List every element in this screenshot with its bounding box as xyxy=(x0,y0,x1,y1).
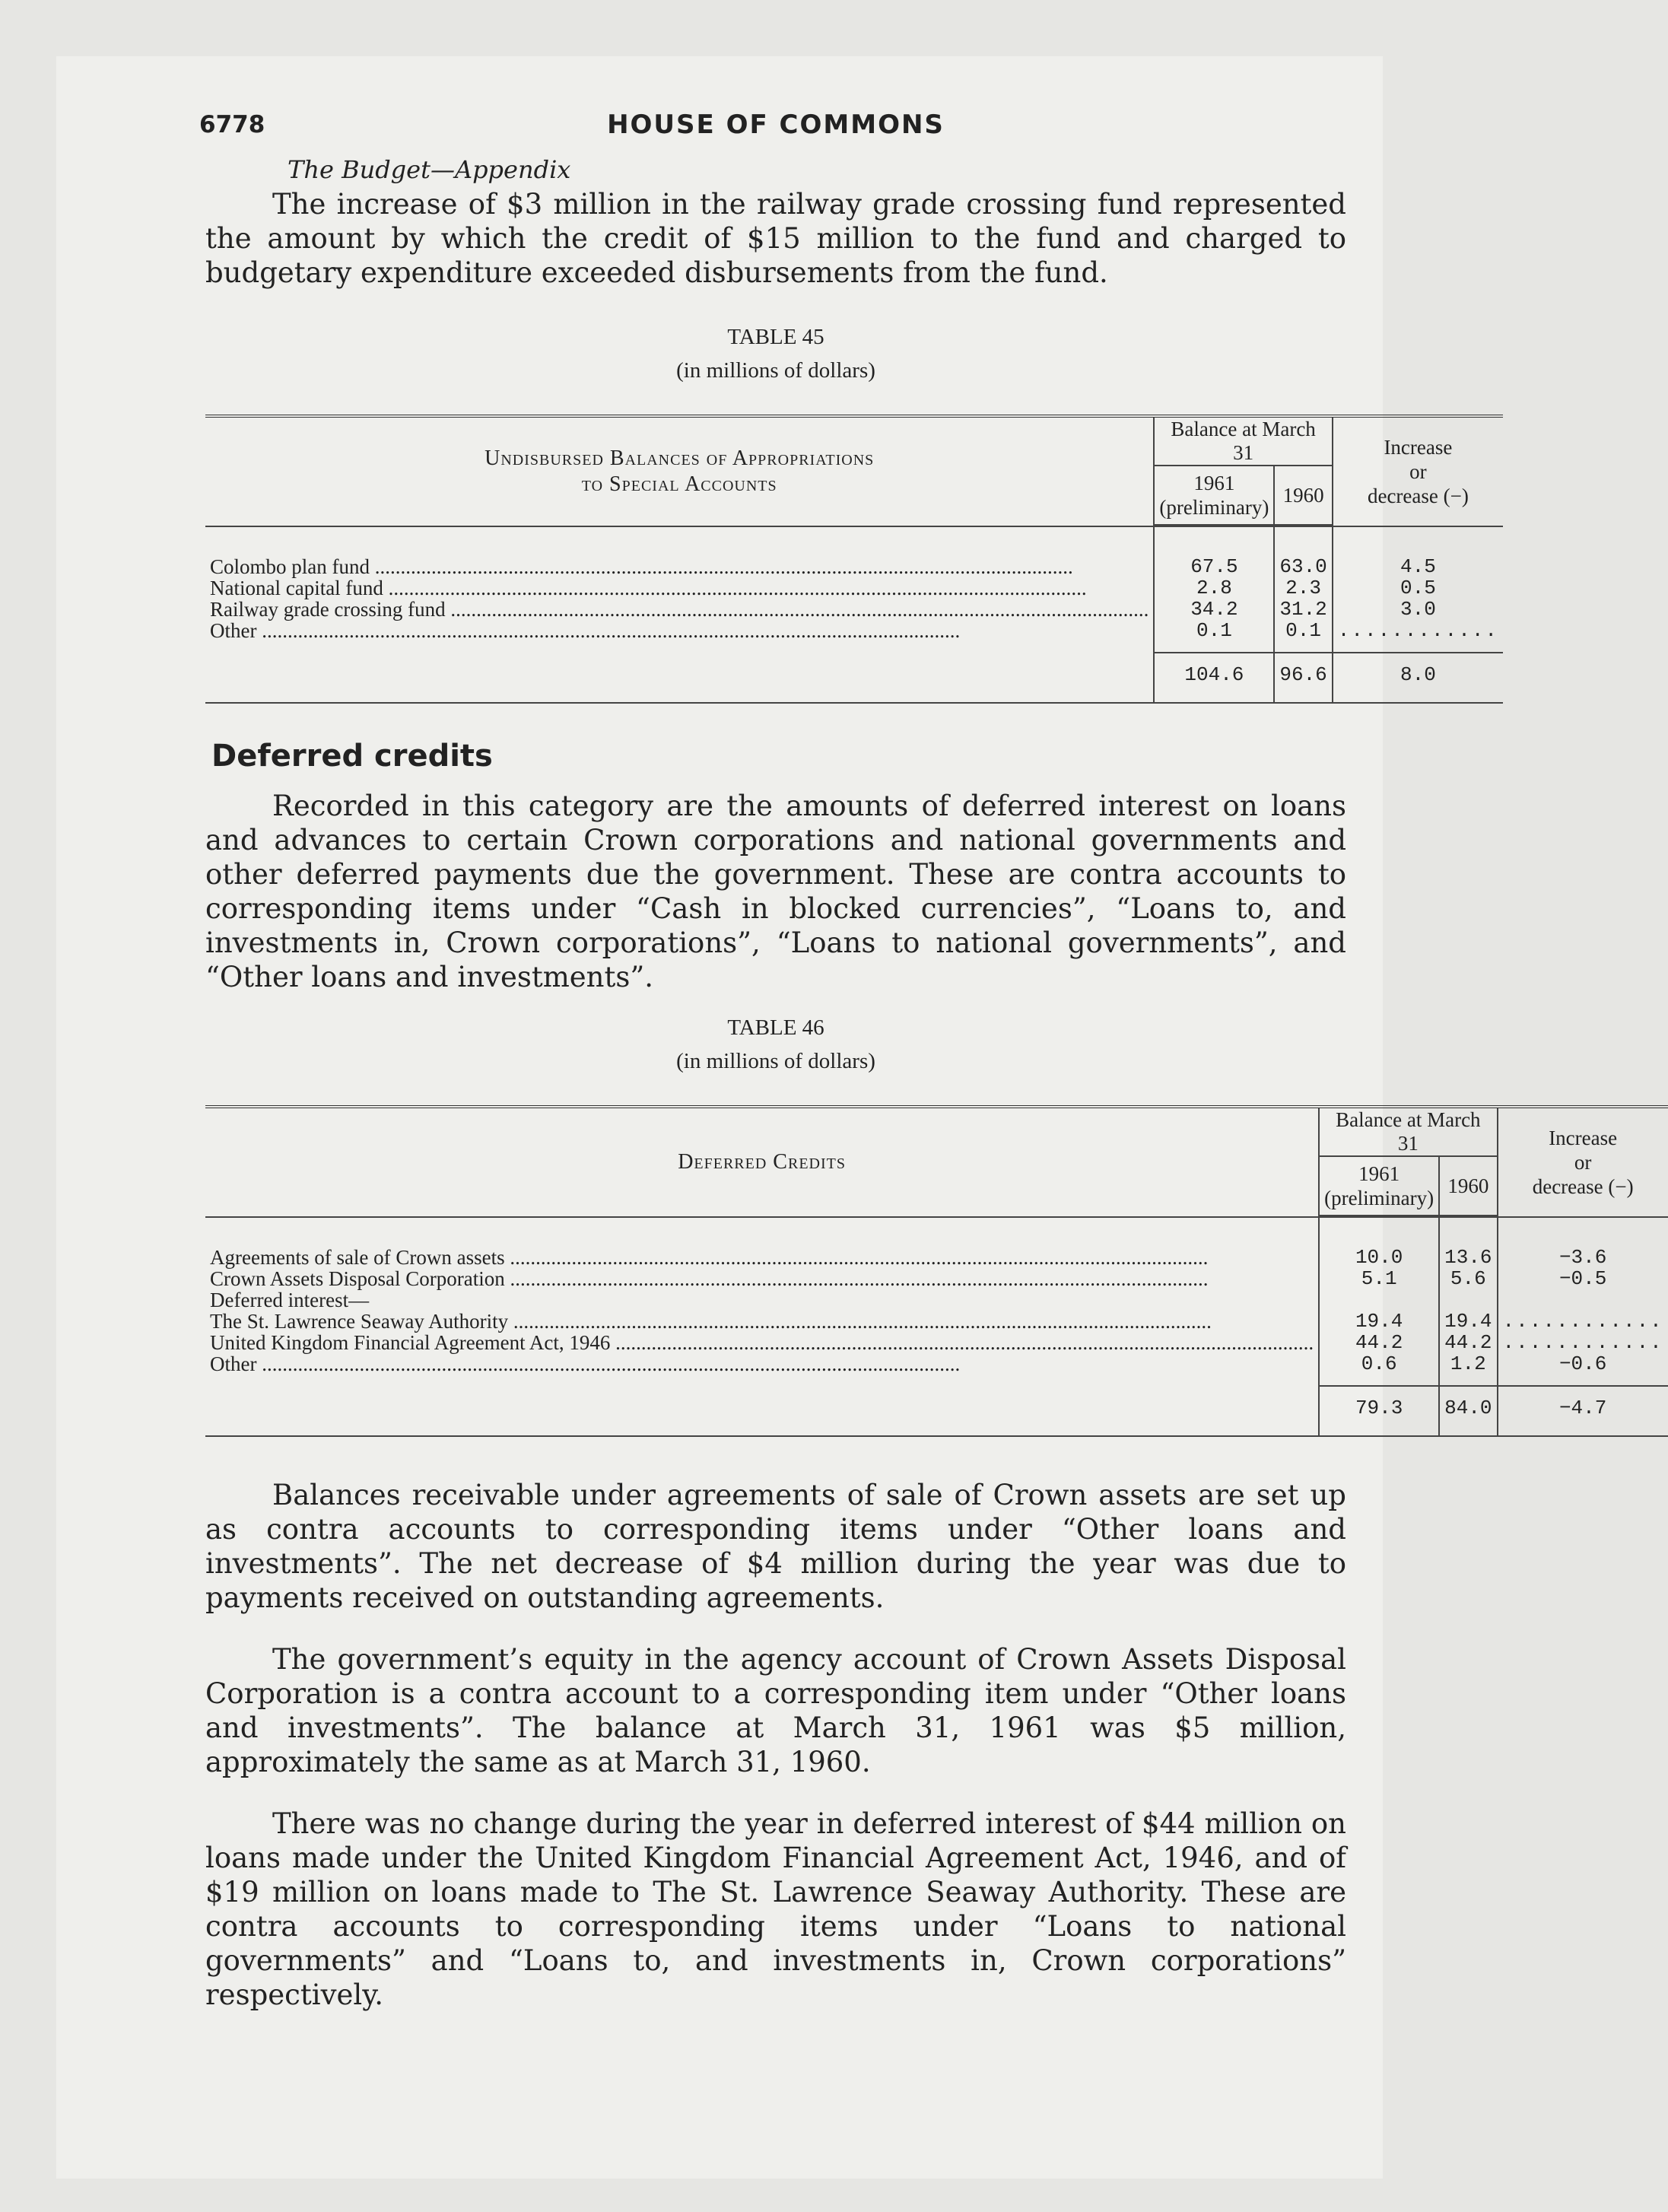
page-content xyxy=(199,110,1634,2012)
table-row: The St. Lawrence Seaway Authority ..... 19.4 19.4 ..... xyxy=(205,1311,1668,1332)
table-row: Agreements of sale of Crown assets ..... 10.0 13.6 −3.6 xyxy=(205,1217,1668,1268)
section-subtitle: The Budget—Appendix xyxy=(288,155,571,184)
deferred-credits-heading: Deferred credits xyxy=(211,739,493,774)
page-number: 6778 xyxy=(199,111,265,138)
table45-units: (in millions of dollars) xyxy=(676,358,875,383)
table46-total-row: 79.3 84.0 −4.7 xyxy=(205,1386,1668,1436)
paragraph-deferred-interest: There was no change during the year in deferred interest of $44 million on loans made under the United Kingdom Financial Agreement Act, 1946, and of $19 million on loans made to The St. Lawrence Seaway Authority. These are contra accounts to corresponding items under “Loans to national governments” and “Loans to, and investments in, Crown corporations” respectively. xyxy=(205,1807,1346,2011)
table45-total-row: 104.6 96.6 8.0 xyxy=(205,653,1503,703)
running-head: HOUSE OF COMMONS xyxy=(607,110,945,140)
paragraph-disposal-corporation: The government’s equity in the agency account of Crown Assets Disposal Corporation is a contra account to a corresponding item under “Other loans and investments”. The balance at March 31, 1961 was $5 million, approximately the same as at March 31, 1960. xyxy=(205,1643,1346,1778)
table46-col-1960: 1960 xyxy=(1439,1156,1497,1216)
table-46 xyxy=(205,1105,1668,1437)
table-row: United Kingdom Financial Agreement Act, 1946 ..... 44.2 44.2 ..... xyxy=(205,1332,1668,1353)
table45-increase-head: Increase or decrease (−) xyxy=(1333,418,1503,525)
table-row: National capital fund ..... 2.8 2.3 0.5 xyxy=(205,577,1503,599)
table45-col-1960: 1960 xyxy=(1274,466,1332,525)
page-header xyxy=(199,110,1346,155)
table46-number: TABLE 46 xyxy=(727,1015,824,1040)
table46-units: (in millions of dollars) xyxy=(676,1049,875,1073)
table46-group-head: Balance at March 31 xyxy=(1319,1108,1497,1156)
table-row: Other ..... 0.1 0.1 ..... xyxy=(205,620,1503,653)
table-row: Deferred interest— xyxy=(205,1289,1668,1311)
table45-caption xyxy=(205,320,1346,387)
paragraph-crown-assets: Balances receivable under agreements of sale of Crown assets are set up as contra accounts to corresponding items under “Other loans and investments”. The net decrease of $4 million during the year was due to payments received on outstanding agreements. xyxy=(205,1479,1346,1614)
table46-col-1961: 1961 (preliminary) xyxy=(1319,1156,1439,1216)
table45-col-1961: 1961 (preliminary) xyxy=(1154,466,1274,525)
table-row: Other ..... 0.6 1.2 −0.6 xyxy=(205,1353,1668,1386)
table46-caption xyxy=(205,1011,1346,1078)
table-row: Colombo plan fund ..... 67.5 63.0 4.5 xyxy=(205,526,1503,577)
table45-number: TABLE 45 xyxy=(727,325,824,349)
table45-group-head: Balance at March 31 xyxy=(1154,418,1332,466)
table-row: Railway grade crossing fund ..... 34.2 31.2 3.0 xyxy=(205,599,1503,620)
table45-stub-head: Undisbursed Balances of Appropriations to Special Accounts xyxy=(485,446,875,496)
table46-increase-head: Increase or decrease (−) xyxy=(1498,1108,1668,1216)
table46-stub-head: Deferred Credits xyxy=(678,1149,846,1174)
table-row: Crown Assets Disposal Corporation ..... 5.1 5.6 −0.5 xyxy=(205,1268,1668,1289)
deferred-paragraph: Recorded in this category are the amounts of deferred interest on loans and advances to certain Crown corporations and national governments and other deferred payments due the government. These are contra accounts to corresponding items under “Cash in blocked currencies”, “Loans to, and investments in, Crown corporations”, “Loans to national governments”, and “Other loans and investments”. xyxy=(205,790,1346,993)
intro-paragraph: The increase of $3 million in the railway grade crossing fund represented the amount by which the credit of $15 million to the fund and charged to budgetary expenditure exceeded disbursements from the fund. xyxy=(205,188,1346,289)
document-page xyxy=(56,56,1634,2179)
table-45 xyxy=(205,415,1503,704)
